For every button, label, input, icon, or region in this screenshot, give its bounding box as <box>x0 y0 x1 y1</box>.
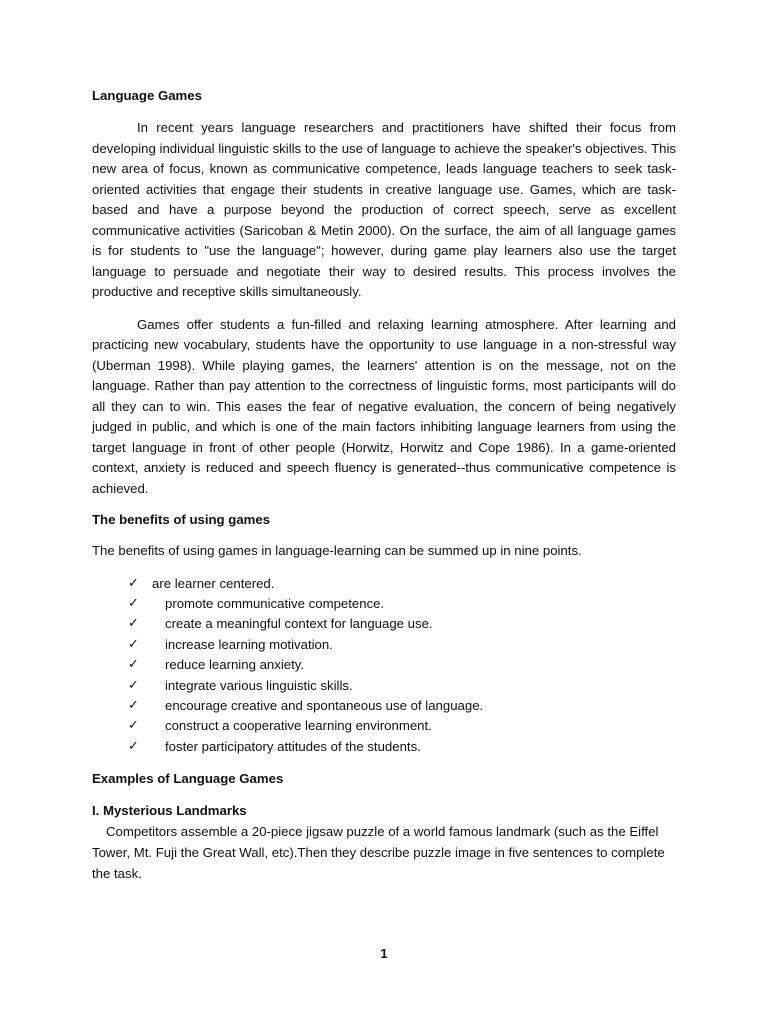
list-item <box>92 574 676 594</box>
checkmark-icon: ✓ <box>128 657 139 673</box>
document-page <box>92 86 676 884</box>
list-item-text: promote communicative competence. <box>165 595 385 611</box>
list-item-text: foster participatory attitudes of the students. <box>165 738 421 754</box>
intro-paragraph-2: Games offer students a fun-filled and relaxing learning atmosphere. After learning and practicing new vocabulary, students have the opportunity to use language in a non-stressful way (Uberman 1998). While playing games, the learners' attention is on the message, not on the language. Rather than pay attention to the correctness of linguistic forms, most participants will do all they can to win. This eases the fear of negative evaluation, the concern of being negatively judged in public, and which is one of the main factors inhibiting language learners from using the target language in front of other people (Horwitz, Horwitz and Cope 1986). In a game-oriented context, anxiety is reduced and speech fluency is generated--thus communicative competence is achieved. <box>92 316 676 496</box>
checkmark-icon: ✓ <box>128 677 139 693</box>
list-item-text: construct a cooperative learning environment. <box>165 718 432 734</box>
list-item <box>92 696 676 716</box>
list-item <box>92 594 676 614</box>
document-title: Language Games <box>92 88 202 103</box>
list-item-text: are learner centered. <box>152 575 275 591</box>
list-item-text: create a meaningful context for language use. <box>165 616 433 632</box>
examples-heading: Examples of Language Games <box>92 771 284 787</box>
list-item <box>92 716 676 736</box>
checkmark-icon: ✓ <box>128 738 139 754</box>
intro-paragraph-1: In recent years language researchers and practitioners have shifted their focus from developing individual linguistic skills to the use of language to achieve the speaker's objectives. This new area of focus, known as communicative competence, leads language teachers to seek task-oriented activities that engage their students in creative language use. Games, which are task-based and have a purpose beyond the production of correct speech, serve as excellent communicative activities (Saricoban & Metin 2000). On the surface, the aim of all language games is for students to "use the language"; however, during game play learners also use the target language to persuade and negotiate their way to desired results. This process involves the productive and receptive skills simultaneously. <box>92 120 676 299</box>
checkmark-icon: ✓ <box>128 595 139 611</box>
list-item <box>92 676 676 696</box>
checkmark-icon: ✓ <box>128 718 139 734</box>
list-item-text: increase learning motivation. <box>165 636 333 652</box>
checkmark-icon: ✓ <box>128 616 139 632</box>
list-item <box>92 635 676 655</box>
list-item-text: integrate various linguistic skills. <box>165 677 353 693</box>
page-number: 1 <box>380 946 388 961</box>
list-item <box>92 614 676 634</box>
checkmark-icon: ✓ <box>128 636 139 652</box>
benefits-list <box>92 574 676 758</box>
checkmark-icon: ✓ <box>128 575 139 591</box>
game-1-heading: I. Mysterious Landmarks <box>92 803 247 819</box>
list-item <box>92 655 676 675</box>
list-item-text: reduce learning anxiety. <box>165 657 305 673</box>
benefits-heading: The benefits of using games <box>92 512 271 527</box>
benefits-intro: The benefits of using games in language-learning can be summed up in nine points. <box>92 543 582 558</box>
checkmark-icon: ✓ <box>128 697 139 713</box>
list-item <box>92 737 676 757</box>
game-1-description: Competitors assemble a 20-piece jigsaw puzzle of a world famous landmark (such as the Eiffel Tower, Mt. Fuji the Great Wall, etc).Then they describe puzzle image in five sentences to complete the task. <box>92 824 665 882</box>
list-item-text: encourage creative and spontaneous use of language. <box>165 697 484 713</box>
